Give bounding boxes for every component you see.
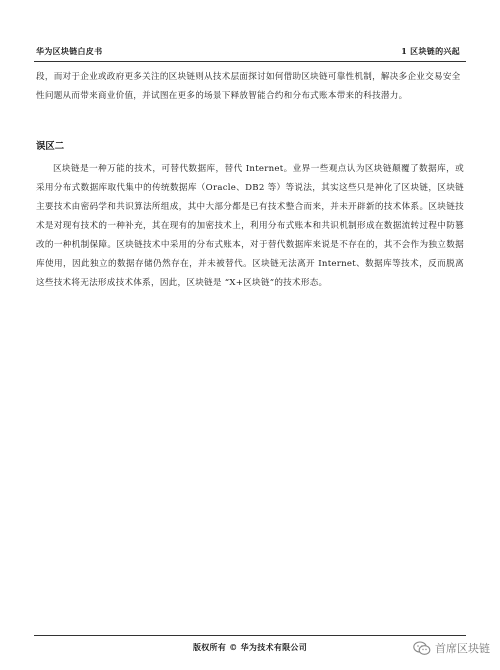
footer-copyright: 版权所有 © 华为技术有限公司 (192, 642, 308, 652)
section-heading: 误区二 (36, 141, 65, 152)
running-header-title: 华为区块链白皮书 (36, 46, 103, 56)
section-paragraph: 区块链是一种万能的技术，可替代数据库，替代 Internet。业界一些观点认为区块链颠覆了数据库，或采用分布式数据库取代集中的传统数据库（Oracle、DB2 等）等说法，其实这些只是神化了区块链，区块链主要技术由密码学和共识算法所组成，其中大部分都是已有技术整合而来，并未开辟新的技术体系。区块链技术是对现有技术的一种补充，其在现有的加密技术上，利用分布式账本和共识机制形成在数据流转过程中防篡改的一种机制保障。区块链技术中采用的分布式账本，对于替代数据库来说是不存在的，其不会作为独立数据库使用，因此独立的数据存储仍然存在，并未被替代。区块链无法离开 Internet、数据库等技术，反而脱离这些技术将无法形成技术体系，因此，区块链是 “X+区块链”的技术形态。 (36, 164, 464, 288)
wechat-icon (413, 641, 431, 656)
watermark-text: 首席区块链 (435, 642, 490, 655)
running-header-chapter: 1 区块链的兴起 (401, 46, 460, 56)
header-divider (34, 61, 466, 62)
watermark (413, 640, 490, 656)
intro-paragraph: 段，而对于企业或政府更多关注的区块链则从技术层面探讨如何借助区块链可靠性机制，解决多企业交易安全性问题从而带来商业价值，并试图在更多的场景下释放智能合约和分布式账本带来的科技潜力。 (36, 72, 461, 101)
footer-divider (34, 635, 466, 636)
